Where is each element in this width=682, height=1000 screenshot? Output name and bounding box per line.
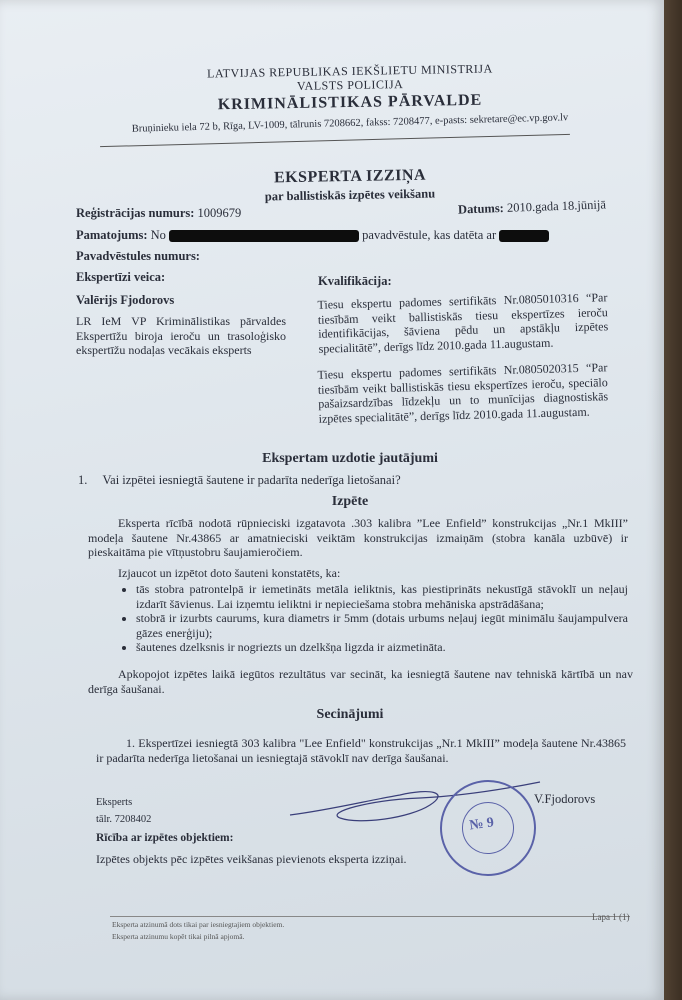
research-heading: Izpēte [331,494,369,509]
ministry-name: LATVIJAS REPUBLIKAS IEKŠLIETU MINISTRIJA [206,61,493,81]
expert-name: Valērijs Fjodorovs [76,293,175,307]
expert-phone: tālr. 7208402 [96,814,152,825]
expert-signature-name: V.Fjodorovs [534,792,596,806]
question-number: 1. [78,473,88,487]
footer-note-2: Eksperta atzinumu kopēt tikai pilnā apjomā. [112,932,245,941]
header-ministry [180,61,520,95]
basis-label: Pamatojums: [76,228,148,242]
page-number: Lapa 1 (1) [592,912,630,922]
department-address: Bruņinieku iela 72 b, Rīga, LV-1009, tālrunis 7208662, fakss: 7208477, e-pasts: sekretare@ec.vp.gov.lv [131,112,569,135]
police-name: VALSTS POLICIJA [296,77,404,93]
conclusions-heading: Secinājumi [316,707,384,722]
performed-by-label: Ekspertīzi veica: [76,270,166,284]
department-name: KRIMINĀLISTIKAS PĀRVALDE [217,91,483,114]
research-findings-list [118,582,628,655]
finding-item: • stobrā ir izurbts caurums, kura diametrs ir 5mm (dotais urbums neļauj iegūt minimālu šaujampulvera gāzes enerģiju); [136,611,628,640]
header-divider [100,134,570,147]
qualification-label: Kvalifikācija: [318,274,392,288]
basis-prefix: No [150,228,166,242]
stamp-number: № 9 [468,815,495,834]
qualification-cert-1: Tiesu ekspertu padomes sertifikāts Nr.0805010316 “Par tiesībām veikt ballistiskās tiesu ekspertīzes ieroču identifikācijas, šāviena pēdu un apstākļu izpētes specialitātē”, derīgs līdz 2010.gada 11.augustam. [317,290,609,356]
registration-label: Reģistrācijas numurs: [76,206,195,220]
expert-role: Eksperts [96,797,133,808]
conclusions-text: 1. Ekspertīzei iesniegtā 303 kalibra "Lee Enfield" konstrukcijas „Nr.1 MkIII” modeļa šautene Nr.43865 ir padarīta nederīga lietošanai un iesniegtajā stāvoklī nav derīga šaušanai. [96,736,626,765]
questions-heading: Ekspertam uzdotie jautājumi [262,451,438,466]
letter-number-label: Pavadvēstules numurs: [76,249,200,263]
basis-text: pavadvēstule, kas datēta ar [362,228,497,242]
finding-item: • tās stobra patrontelpā ir iemetināts metāla ieliktnis, kas piestiprināts nekustīgā stāvoklī un neļauj izdarīt šāvienus. Lai izņemtu ieliktni ir nepieciešama stobra mehāniska apstrādāšana; [136,582,628,611]
date-value: 2010.gada 18.jūnijā [506,197,607,215]
footer-note-1: Eksperta atzinumā dots tikai par iesniegtajiem objektiem. [112,920,285,929]
question-1 [78,473,401,488]
handling-heading: Rīcība ar izpētes objektiem: [96,832,234,844]
date-label: Datums: [457,200,505,217]
handling-text: Izpētes objekts pēc izpētes veikšanas pievienots eksperta izziņai. [96,852,407,866]
question-text: Vai izpētei iesniegtā šautene ir padarīta nederīga lietošanai? [102,473,401,487]
qualification-cert-2: Tiesu ekspertu padomes sertifikāts Nr.0805020315 “Par tiesībām veikt ballistiskās tiesu ekspertīzes ieroču, speciālo pašaizsardzības līdzekļu un to munīcijas diagnostiskās izpētes specialitātē”, derīgs līdz 2010.gada 11.augustam. [317,360,609,426]
redaction-bar [499,230,549,242]
research-paragraph-1: Eksperta rīcībā nodotā rūpnieciski izgatavota .303 kalibra ”Lee Enfield” konstrukcijas „Nr.1 MkIII” modeļa šautene Nr.43865 ar amatnieciski veiktām konstrukcijas izmaiņām (stobra kanāla uzbūvē) ir pieskaitāma pie vītņustobru šaujamieročiem. [88,516,628,559]
redaction-bar [169,230,359,242]
document-title: EKSPERTA IZZIŅA [273,166,427,187]
research-paragraph-2: Izjaucot un izpētot doto šauteni konstatēts, ka: [118,566,341,580]
research-paragraph-3: Apkopojot izpētes laikā iegūtos rezultātus var secināt, ka iesniegtā šautene nav tehniskā kārtībā un nav derīga šaušanai. [88,667,633,696]
finding-item: • šautenes dzelksnis ir nogriezts un dzelkšņa ligzda ir aizmetināta. [136,640,628,655]
registration-number: 1009679 [197,206,242,220]
footer-divider [110,916,630,917]
registration-row [76,206,241,221]
document-subtitle: par ballistiskās izpētes veikšanu [264,186,436,204]
expert-position: LR IeM VP Kriminālistikas pārvaldes Ekspertīžu biroja ieroču un trasoloģisko ekspertīžu nodaļas vecākais eksperts [76,314,286,357]
basis-row [76,228,549,243]
